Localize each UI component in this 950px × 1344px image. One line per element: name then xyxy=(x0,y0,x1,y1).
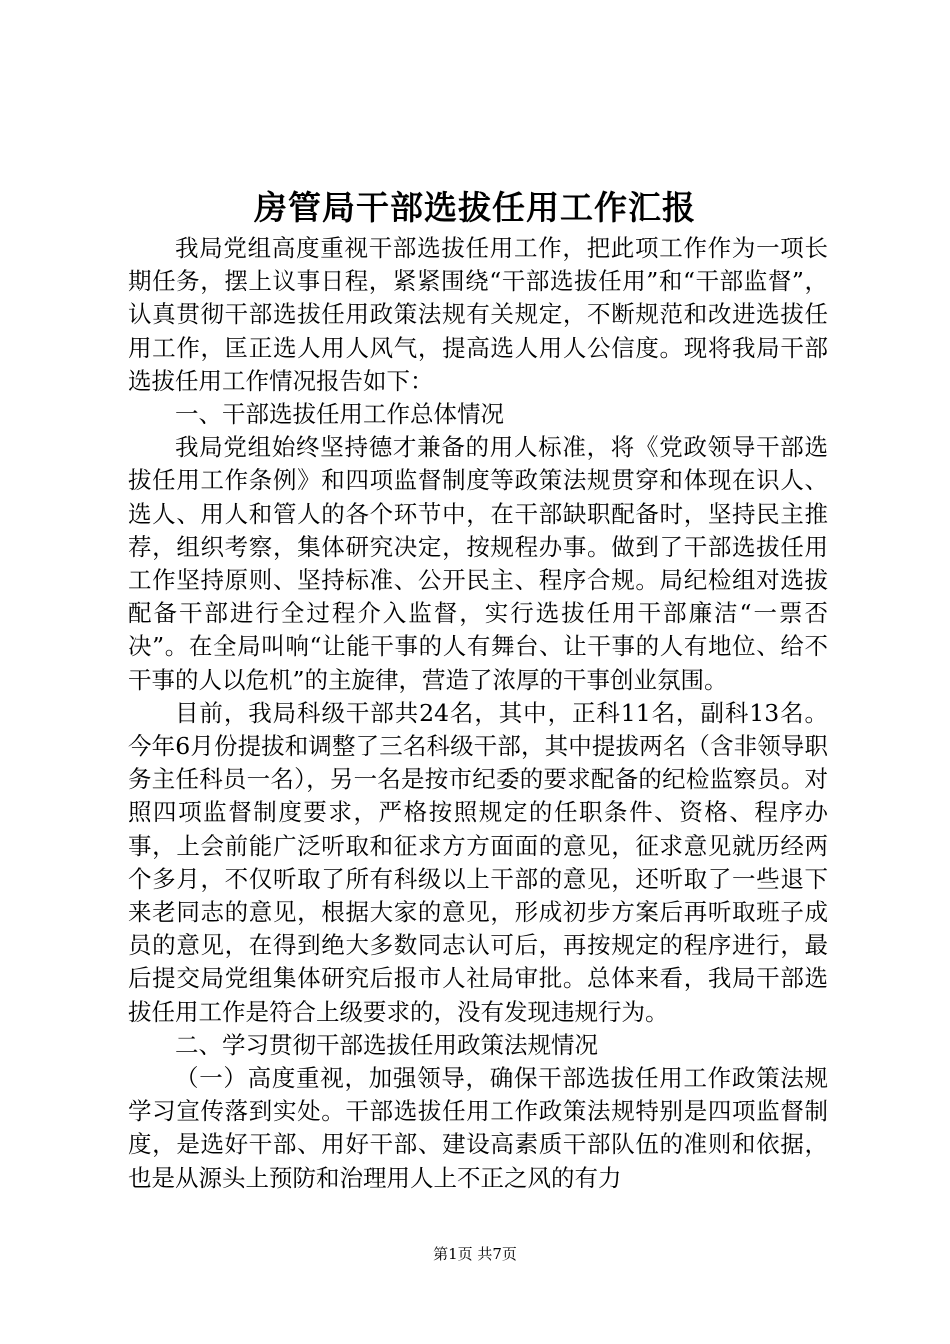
document-body xyxy=(128,232,828,1195)
document-title: 房管局干部选拔任用工作汇报 xyxy=(254,188,696,227)
page-number-footer: 第1页 共7页 xyxy=(433,1245,517,1263)
section-heading-1: 一、干部选拔任用工作总体情况 xyxy=(175,400,504,429)
section-1-paragraph-1: 我局党组始终坚持德才兼备的用人标准，将《党政领导干部选拔任用工作条例》和四项监督制度等政策法规贯穿和体现在识人、选人、用人和管人的各个环节中，在干部缺职配备时，坚持民主推荐，组织考察，集体研究决定，按规程办事。做到了干部选拔任用工作坚持原则、坚持标准、公开民主、程序合规。局纪检组对选拔配备干部进行全过程介入监督，实行选拔任用干部廉洁“一票否决”。在全局叫响“让能干事的人有舞台、让干事的人有地位、给不干事的人以危机”的主旋律，营造了浓厚的干事创业氛围。 xyxy=(128,433,828,694)
intro-paragraph: 我局党组高度重视干部选拔任用工作，把此项工作作为一项长期任务，摆上议事日程，紧紧围绕“干部选拔任用”和“干部监督”，认真贯彻干部选拔任用政策法规有关规定，不断规范和改进选拔任用工作，匡正选人用人风气，提高选人用人公信度。现将我局干部选拔任用工作情况报告如下： xyxy=(128,234,828,395)
section-1-paragraph-2: 目前，我局科级干部共24名，其中，正科11名，副科13名。今年6月份提拔和调整了三名科级干部，其中提拔两名（含非领导职务主任科员一名），另一名是按市纪委的要求配备的纪检监察员。对照四项监督制度要求，严格按照规定的任职条件、资格、程序办事，上会前能广泛听取和征求方方面面的意见，征求意见就历经两个多月，不仅听取了所有科级以上干部的意见，还听取了一些退下来老同志的意见，根据大家的意见，形成初步方案后再听取班子成员的意见，在得到绝大多数同志认可后，再按规定的程序进行，最后提交局党组集体研究后报市人社局审批。总体来看，我局干部选拔任用工作是符合上级要求的，没有发现违规行为。 xyxy=(128,698,828,1026)
section-heading-2: 二、学习贯彻干部选拔任用政策法规情况 xyxy=(175,1030,598,1059)
section-2-paragraph-1: （一）高度重视，加强领导，确保干部选拔任用工作政策法规学习宣传落到实处。干部选拔任用工作政策法规特别是四项监督制度，是选好干部、用好干部、建设高素质干部队伍的准则和依据，也是从源头上预防和治理用人上不正之风的有力 xyxy=(128,1064,828,1192)
